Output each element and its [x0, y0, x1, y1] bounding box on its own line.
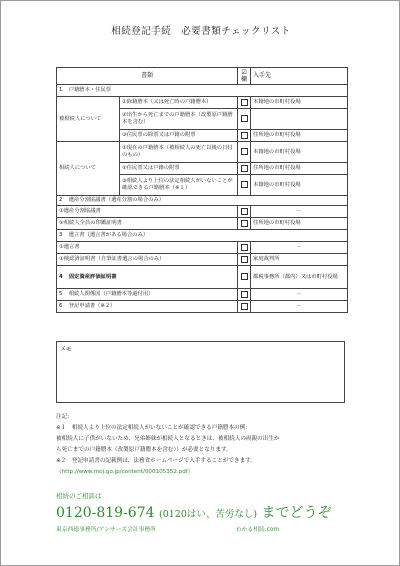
- destination-cell: 本籍地の市町村役場: [251, 97, 348, 109]
- section-label: 3 遺言書（遺言書がある場合のみ）: [57, 230, 348, 242]
- destination-cell: －: [251, 206, 348, 218]
- phone-note: (0120はい、苦労なし): [159, 509, 258, 520]
- table-row: [57, 289, 348, 301]
- notes-section: [56, 412, 351, 478]
- destination-cell: 住所地の市町村役場: [251, 163, 348, 175]
- table-row: [57, 97, 348, 109]
- checkbox[interactable]: [238, 206, 251, 218]
- destination-cell: 住所地の市町村役場: [251, 130, 348, 142]
- checkbox[interactable]: [238, 301, 251, 313]
- note-line: ※１ 相続人より上位の法定相続人がいないことが確認できる戸籍謄本の例：: [56, 425, 251, 431]
- document-cell: ①現在の戸籍謄本（被相続人の死亡以後の日付のもの）: [120, 142, 238, 163]
- table-row: [57, 301, 348, 313]
- destination-cell: －: [251, 289, 348, 301]
- table-row: [57, 254, 348, 266]
- section-row-2: [57, 196, 348, 206]
- destination-cell: －: [251, 301, 348, 313]
- checkbox[interactable]: [238, 218, 251, 230]
- table-header-row: [57, 68, 348, 85]
- office-name: 東京西徳事務所/アンサーズ会計事務所: [56, 527, 156, 533]
- table-row: [57, 218, 348, 230]
- document-cell: ①遺産分割協議書: [57, 206, 238, 218]
- contact-label: 相続のご相談は: [56, 492, 102, 500]
- checkbox[interactable]: [238, 109, 251, 130]
- contact-bottom-line: [56, 524, 356, 533]
- group-label: 被相続人について: [57, 97, 120, 142]
- section-label: 1 戸籍謄本・住民票: [57, 85, 348, 97]
- checkbox[interactable]: [238, 130, 251, 142]
- checkbox[interactable]: [238, 163, 251, 175]
- contact-phone-line: [56, 502, 356, 522]
- contact-footer: [56, 491, 356, 533]
- table-row: [57, 266, 348, 289]
- checkbox[interactable]: [238, 242, 251, 254]
- memo-label: メモ: [60, 346, 73, 353]
- note-line: ら死亡までの戸籍謄本（改製原戸籍謄本を含む））が必要となります。: [56, 447, 232, 453]
- destination-cell: 家庭裁判所: [251, 254, 348, 266]
- notes-heading: 注記：: [56, 414, 73, 420]
- site-name[interactable]: わかる相続.com: [235, 527, 280, 533]
- note-line: ※２ 登記申請書の記載例は、法務省ホームページで入手することができます。: [56, 458, 256, 464]
- header-document: 書類: [57, 68, 238, 85]
- contact-tagline: までどうぞ: [261, 505, 332, 521]
- note-link[interactable]: （http://www.moj.go.jp/content/000105352.pdf）: [56, 469, 194, 475]
- phone-number[interactable]: 0120-819-674: [56, 505, 155, 521]
- destination-cell: 都税事務所（都内）又は市町村役場: [251, 266, 348, 289]
- document-cell: ①遺言書: [57, 242, 238, 254]
- checkbox[interactable]: [238, 97, 251, 109]
- section-row-1: [57, 85, 348, 97]
- document-cell: ②検認済証明書（自筆証書遺言の場合のみ）: [57, 254, 238, 266]
- document-cell: ③住民票の除票又は戸籍の附票: [120, 130, 238, 142]
- document-cell: ②住民票又は戸籍の附票: [120, 163, 238, 175]
- destination-cell: －: [251, 242, 348, 254]
- checkbox[interactable]: [238, 142, 251, 163]
- checklist-table: [56, 67, 348, 313]
- destination-cell: 住所地の市町村役場: [251, 218, 348, 230]
- group-label: 相続人について: [57, 142, 120, 196]
- destination-cell: [251, 109, 348, 130]
- checkbox[interactable]: [238, 266, 251, 289]
- document-cell: 6 登記申請書（※２）: [57, 301, 238, 313]
- section-row-3: [57, 230, 348, 242]
- document-cell: ①除籍謄本（又は死亡時の戸籍謄本）: [120, 97, 238, 109]
- document-cell: 4 固定資産評価証明書: [57, 266, 238, 289]
- checkbox[interactable]: [238, 254, 251, 266]
- note-line: 被相続人に子供がいないため、兄弟姉妹が相続人となるときは、被相続人の両親の出生か: [56, 436, 280, 442]
- table-row: [57, 206, 348, 218]
- destination-cell: 本籍地の市町村役場: [251, 142, 348, 163]
- checkbox[interactable]: [238, 289, 251, 301]
- table-row: [57, 242, 348, 254]
- section-label: 2 遺産分割協議書（遺産分割の場合のみ）: [57, 196, 348, 206]
- document-cell: ②出生から死亡までの戸籍謄本（改製原戸籍謄本を含む）: [120, 109, 238, 130]
- document-cell: ③相続人より上位の法定相続人がいないことが確認できる戸籍謄本（※１）: [120, 175, 238, 196]
- header-check: ☑欄: [238, 68, 251, 85]
- header-destination: 入手先: [251, 68, 348, 85]
- document-cell: 5 相続人関係図（戸籍謄本等還付用）: [57, 289, 238, 301]
- memo-box[interactable]: [56, 341, 345, 403]
- table-row: [57, 142, 348, 163]
- checkbox[interactable]: [238, 175, 251, 196]
- destination-cell: 本籍地の市町村役場: [251, 175, 348, 196]
- document-cell: ②相続人全員の印鑑証明書: [57, 218, 238, 230]
- page-title: 相続登記手続 必要書類チェックリスト: [111, 26, 291, 37]
